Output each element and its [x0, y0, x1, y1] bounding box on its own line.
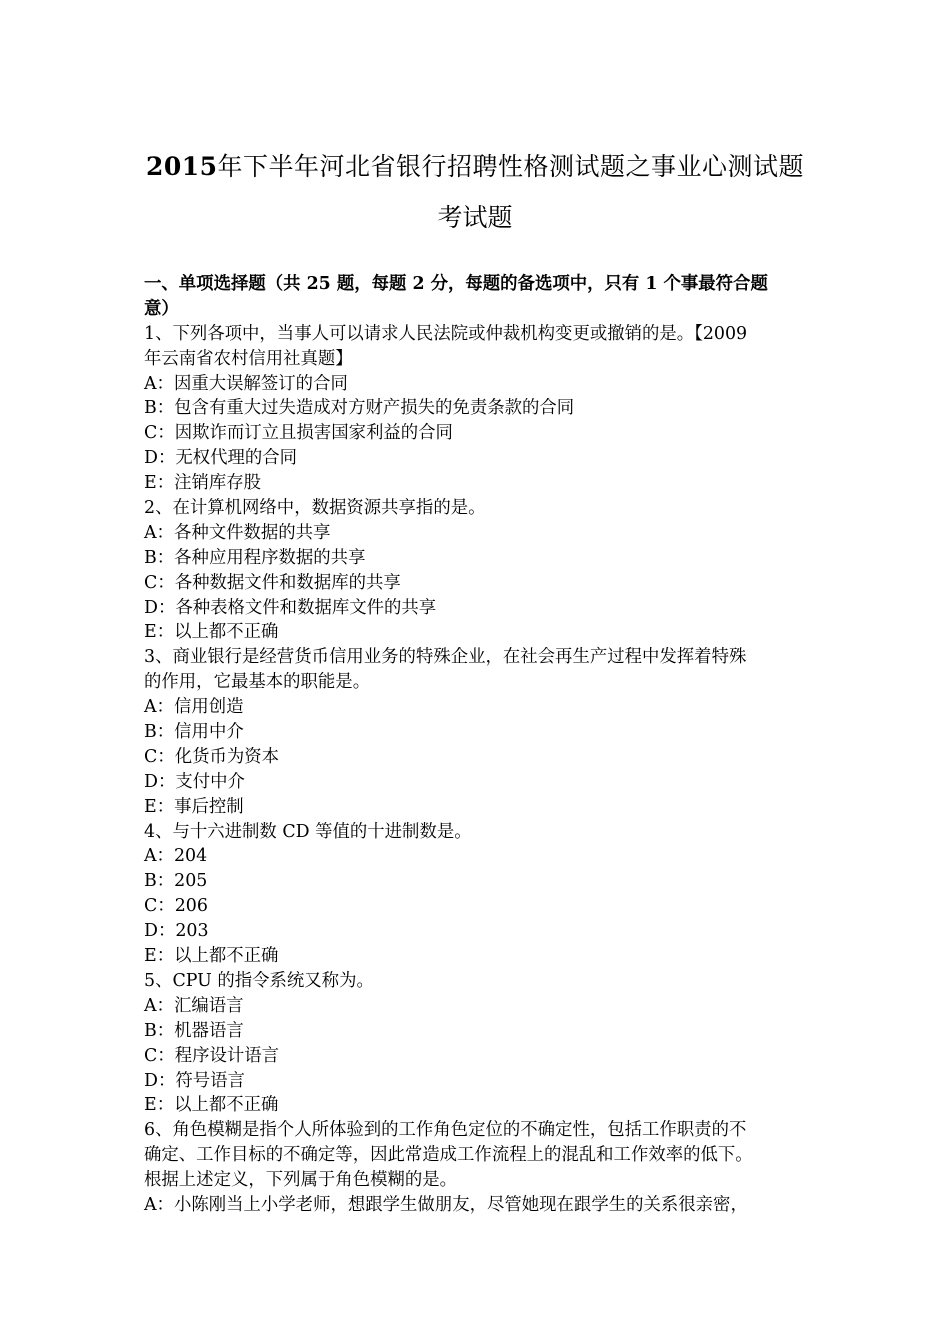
question-2-option-e: E：以上都不正确 [144, 622, 279, 643]
question-4-option-e: E：以上都不正确 [144, 946, 279, 967]
title-text: 年下半年河北省银行招聘性格测试题之事业心测试题 [217, 152, 805, 181]
question-3-option-e: E：事后控制 [144, 796, 244, 817]
question-2-option-a: A：各种文件数据的共享 [144, 522, 331, 543]
question-6-stem: 确定、工作目标的不确定等，因此常造成工作流程上的混乱和工作效率的低下。 [144, 1145, 753, 1166]
question-3-stem: 3、商业银行是经营货币信用业务的特殊企业，在社会再生产过程中发挥着特殊 [144, 647, 747, 668]
question-6-option-a: A：小陈刚当上小学老师，想跟学生做朋友，尽管她现在跟学生的关系很亲密， [144, 1194, 748, 1215]
question-4-option-b: B：205 [144, 871, 208, 892]
question-5-stem: 5、CPU 的指令系统又称为。 [144, 970, 374, 991]
section-heading-line1: 一、单项选择题（共 25 题，每题 2 分，每题的备选项中，只有 1 个事最符合题 [144, 274, 768, 294]
question-3-stem: 的作用，它最基本的职能是。 [144, 672, 371, 693]
question-1-option-b: B：包含有重大过失造成对方财产损失的免责条款的合同 [144, 398, 575, 419]
question-5-option-c: C：程序设计语言 [144, 1045, 280, 1066]
question-1-option-c: C：因欺诈而订立且损害国家利益的合同 [144, 423, 453, 444]
question-6-stem: 6、角色模糊是指个人所体验到的工作角色定位的不确定性，包括工作职责的不 [144, 1120, 747, 1141]
question-5-option-e: E：以上都不正确 [144, 1095, 279, 1116]
question-3-option-d: D：支付中介 [144, 771, 245, 792]
question-3-option-a: A：信用创造 [144, 697, 244, 718]
question-4-option-c: C：206 [144, 896, 208, 917]
document-body [144, 272, 812, 1218]
question-1-option-d: D：无权代理的合同 [144, 448, 298, 469]
question-4-option-d: D：203 [144, 921, 209, 942]
question-4-option-a: A：204 [144, 846, 208, 867]
question-2-option-b: B：各种应用程序数据的共享 [144, 547, 366, 568]
question-3-option-b: B：信用中介 [144, 722, 244, 743]
title-year: 2015 [145, 152, 218, 181]
document-title-line1 [0, 150, 950, 184]
question-5-option-d: D：符号语言 [144, 1070, 245, 1091]
section-heading-line2: 意） [144, 298, 179, 319]
question-6-stem: 根据上述定义，下列属于角色模糊的是。 [144, 1170, 458, 1191]
question-2-option-c: C：各种数据文件和数据库的共享 [144, 572, 401, 593]
question-1-stem: 1、下列各项中，当事人可以请求人民法院或仲裁机构变更或撤销的是。【2009 [144, 323, 748, 344]
question-5-option-a: A：汇编语言 [144, 995, 244, 1016]
question-1-option-e: E：注销库存股 [144, 473, 262, 494]
question-1-option-a: A：因重大误解签订的合同 [144, 373, 348, 394]
question-2-option-d: D：各种表格文件和数据库文件的共享 [144, 597, 437, 618]
question-4-stem: 4、与十六进制数 CD 等值的十进制数是。 [144, 821, 472, 842]
question-3-option-c: C：化货币为资本 [144, 746, 280, 767]
question-1-stem: 年云南省农村信用社真题】 [144, 348, 353, 369]
document-title-line2: 考试题 [437, 203, 513, 232]
question-2-stem: 2、在计算机网络中，数据资源共享指的是。 [144, 498, 486, 519]
question-5-option-b: B：机器语言 [144, 1020, 244, 1041]
